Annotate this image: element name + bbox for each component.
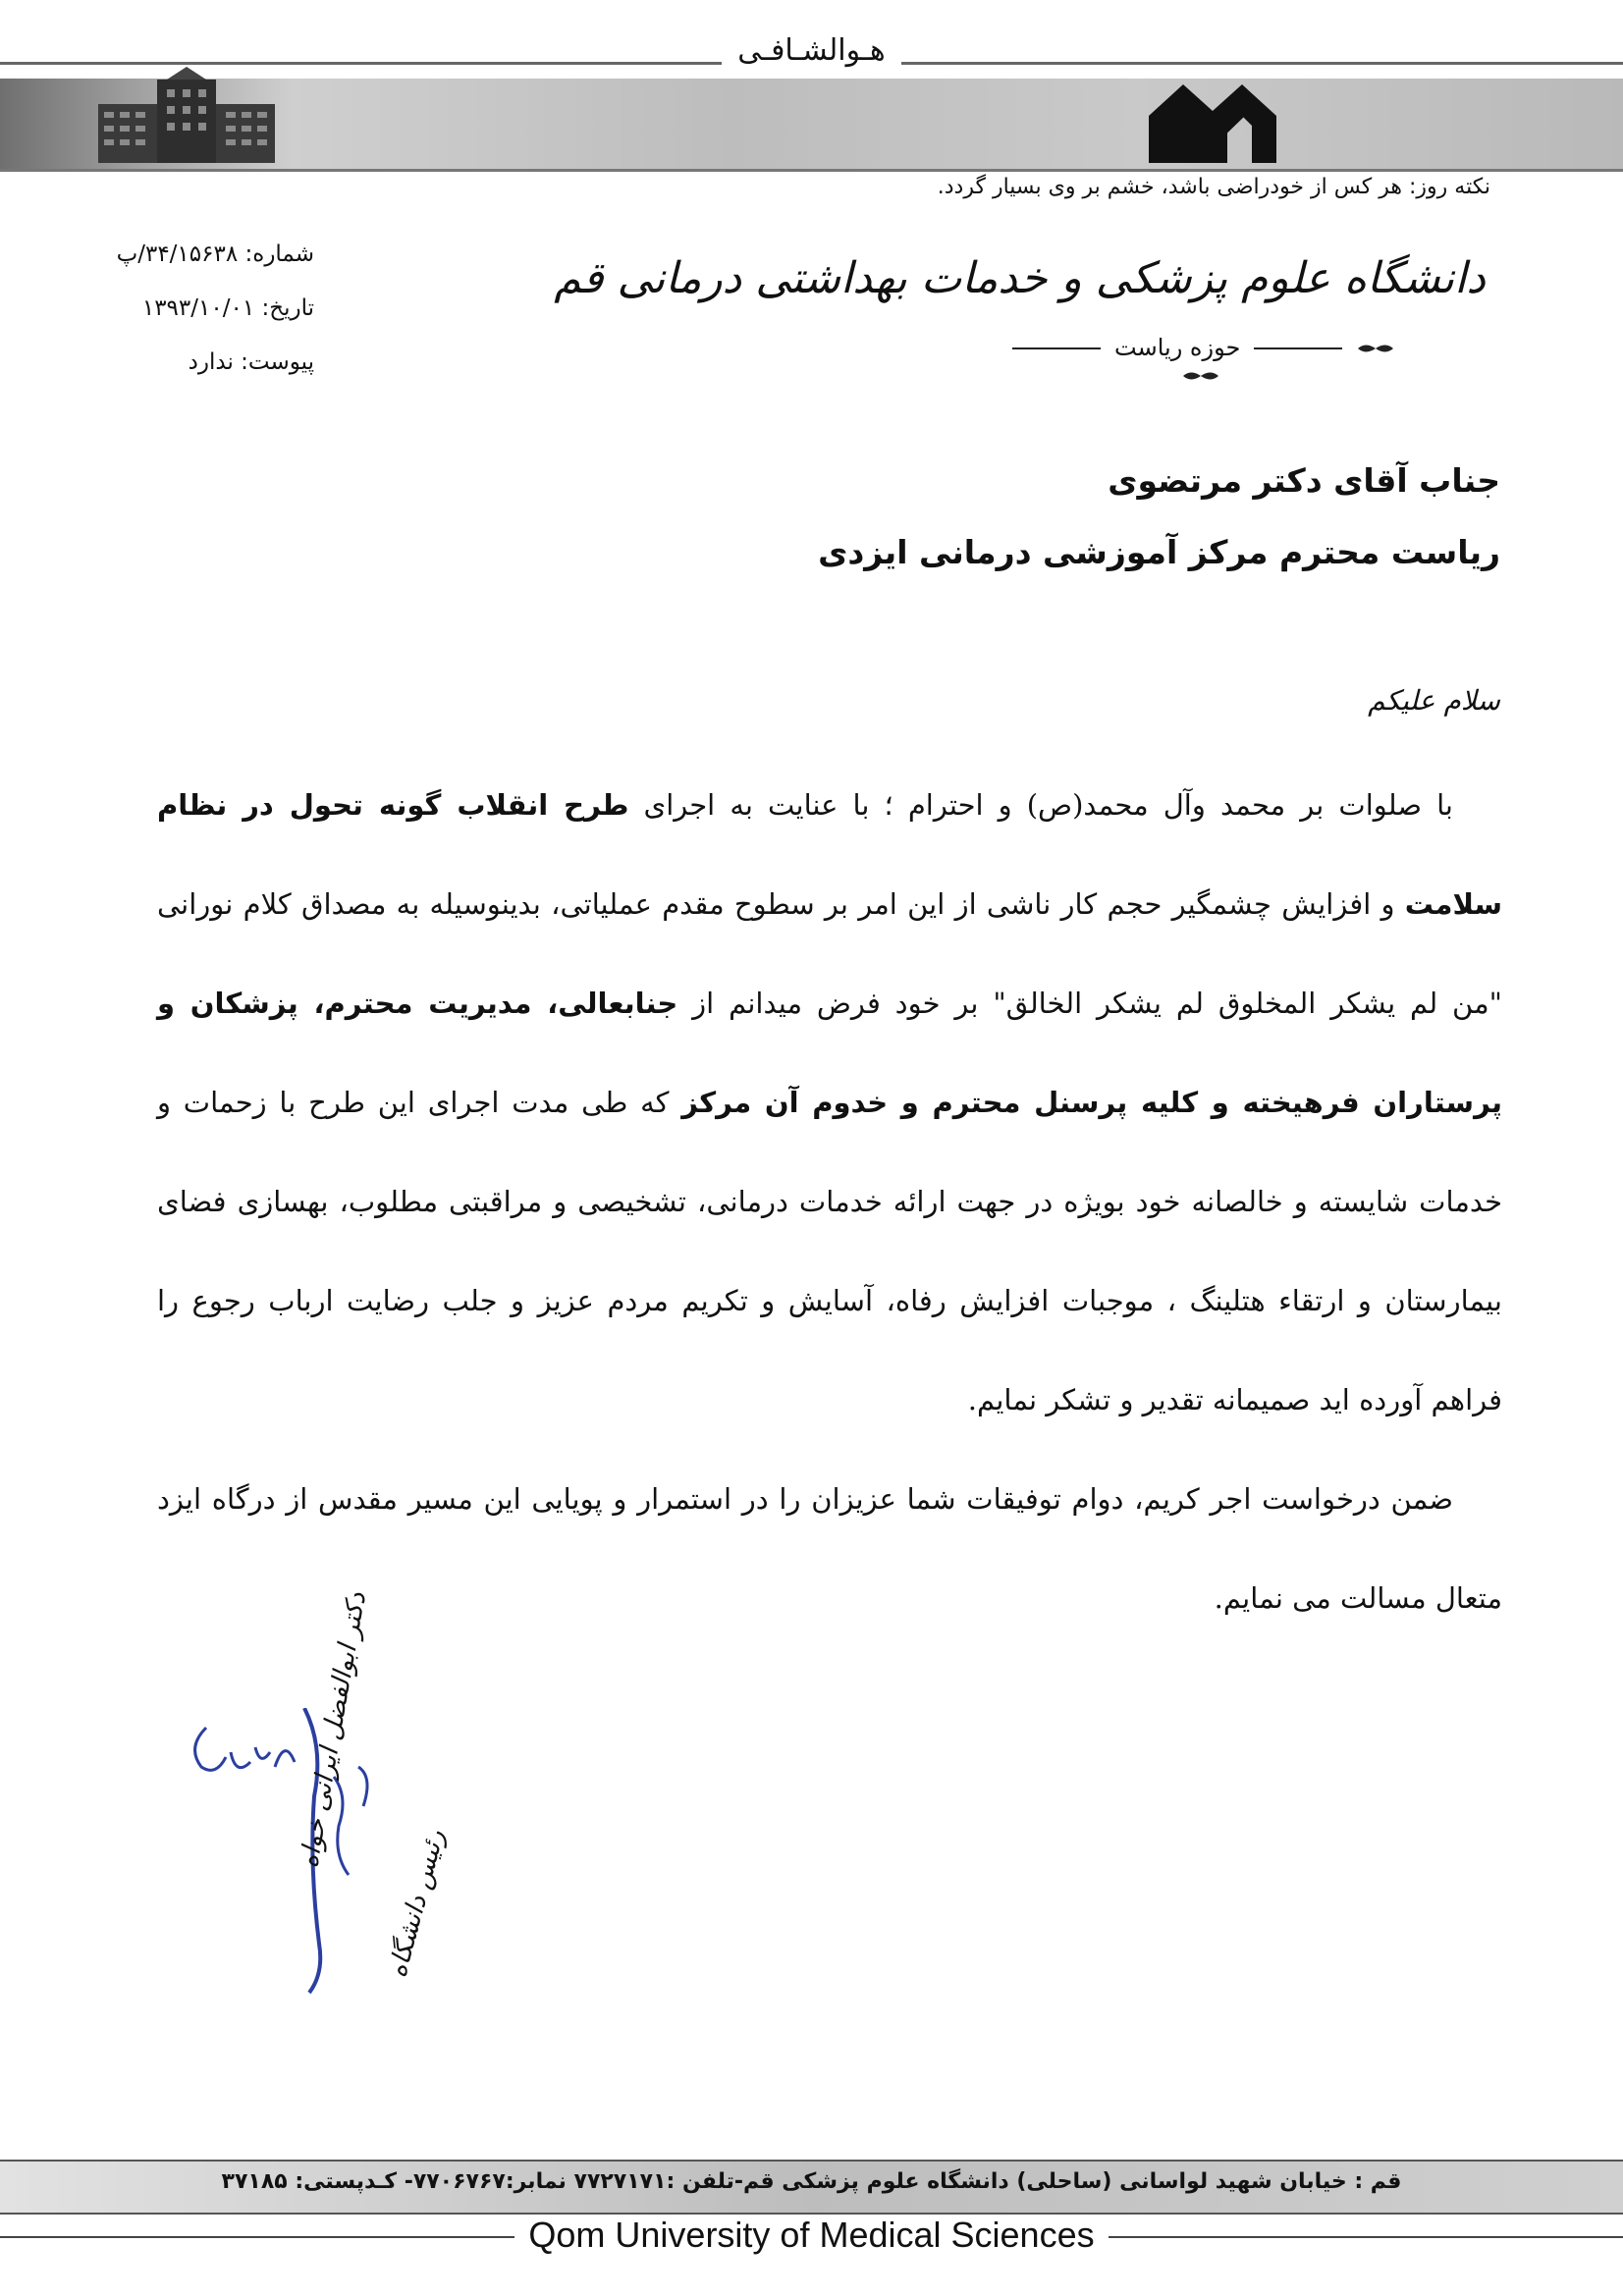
letter-date: تاریخ: ۱۳۹۳/۱۰/۰۱ (141, 295, 314, 321)
office-name: حوزه ریاست (1114, 334, 1241, 361)
invocation-text: هـوالشـافـی (722, 33, 900, 68)
daily-quote: نکته روز: هر کس از خودراضی باشد، خشم بر وی بسیار گردد. (937, 175, 1490, 199)
ornament-icon (1356, 342, 1395, 355)
building-logo-icon (98, 65, 275, 163)
university-emblem-icon (1139, 77, 1286, 167)
footer-english-name (0, 2215, 1623, 2256)
handwritten-signature (177, 1708, 540, 2002)
signatory-name: دکتر ابوالفضل ایرانی خواه (295, 1589, 372, 1871)
addressee-name: جناب آقای دکتر مرتضوی (1108, 461, 1500, 500)
invocation-heading (0, 33, 1623, 68)
letter-attachment: پیوست: ندارد (188, 349, 314, 375)
p2-text: ضمن درخواست اجر کریم، دوام توفیقات شما عزیزان را در استمرار و پویایی این مسیر مقدس از درگاه ایزد متعال مسالت می نمایم. (157, 1482, 1502, 1615)
letter-body (157, 756, 1502, 1648)
university-name: دانشگاه علوم پزشکی و خدمات بهداشتی درمانی قم (554, 253, 1486, 303)
banner-bottom-rule (0, 169, 1623, 172)
p1-part-c: و افزایش چشمگیر حجم کار ناشی از این امر بر سطوح مقدم عملیاتی، بدینوسیله به مصداق کلام نورانی "من لم یشکر المخلوق لم یشکر الخالق" بر خود فرض میدانم از (157, 887, 1502, 1020)
p1-bold-plan: طرح انقلاب گونه تحول در نظام سلامت (157, 788, 1502, 921)
p1-part-e: که طی مدت اجرای این طرح با زحمات و خدمات شایسته و خالصانه خود بویژه در جهت ارائه خدمات درمانی، تشخیصی و مراقبتی مطلوب، بهسازی فضای بیمارستان و ارتقاء هتلینگ ، موجبات افزایش رفاه، آسایش و تکریم مردم عزیز و جلب رضایت ارباب رجوع را فراهم آورده اید صمیمانه تقدیر و تشکر نمایم. (157, 1086, 1502, 1416)
letter-number: شماره: ۳۴/۱۵۶۳۸/پ (116, 241, 314, 267)
greeting: سلام علیکم (1368, 684, 1500, 717)
body-paragraph-1 (157, 756, 1502, 1450)
footer-address: قم : خیابان شهید لواسانی (ساحلی) دانشگاه علوم پزشکی قم-تلفن :۷۷۲۷۱۷۱ نمابر:۷۷۰۶۷۶۷- کـدپستی: ۳۷۱۸۵ (221, 2169, 1402, 2194)
p1-bold-recipients: جنابعالی، مدیریت محترم، پزشکان و پرستاران فرهیخته و کلیه پرسنل محترم و خدوم آن مرکز (157, 987, 1502, 1119)
english-name-text: Qom University of Medical Sciences (514, 2215, 1108, 2255)
addressee-title: ریاست محترم مرکز آموزشی درمانی ایزدی (818, 533, 1500, 571)
signatory-title: رئیس دانشگاه (383, 1827, 451, 1981)
ornament-icon (1181, 369, 1220, 383)
p1-part-a: با صلوات بر محمد وآل محمد(ص) و احترام ؛ با عنایت به اجرای (628, 788, 1453, 822)
office-line (995, 334, 1407, 389)
letter-meta (59, 228, 314, 390)
